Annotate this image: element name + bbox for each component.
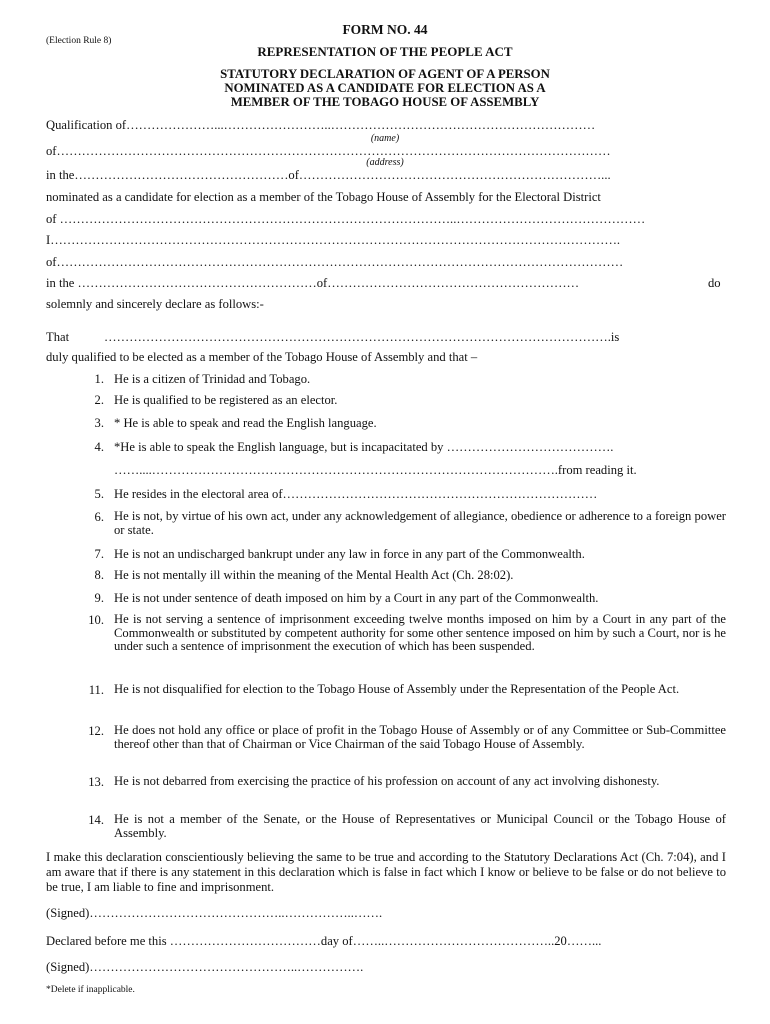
name-caption: (name)	[370, 133, 400, 144]
election-rule: (Election Rule 8)	[46, 36, 112, 46]
solemnly-text: solemnly and sincerely declare as follows:-	[46, 297, 264, 311]
item-1-text: He is a citizen of Trinidad and Tobago.	[114, 372, 311, 386]
item-5-number: 5.	[94, 487, 104, 501]
form-title-line-1: STATUTORY DECLARATION OF AGENT OF A PERSON	[220, 67, 550, 81]
in-the-line: in the……………………………………………of………………………………………………………………...	[46, 168, 611, 182]
item-14-text: He is not a member of the Senate, or the House of Representatives or Municipal Council or the Tobago House of Assembly.	[114, 812, 726, 840]
item-6-number: 6.	[94, 510, 104, 524]
address-of-line: of……………………………………………………………………………………………………………………	[46, 144, 611, 158]
qualification-line: Qualification of…………………...……………………..………………………………………………………	[46, 118, 596, 132]
item-13-text: He is not debarred from exercising the practice of his profession on account of any act involving dishonesty.	[114, 774, 660, 788]
item-2-number: 2.	[94, 393, 104, 407]
item-1-number: 1.	[94, 372, 104, 386]
that-label: That	[46, 330, 70, 344]
candidate-name-line: ………………………………………………………………………………………………………….is	[104, 330, 620, 344]
address-caption: (address)	[366, 157, 404, 168]
closing-declaration: I make this declaration conscientiously believing the same to be true and according to the Statutory Declarations Act (Ch. 7:04), and I am aware that if there is any statement in this declaration which is false in fact which I know or believe to be false or do not believe to be true, I am liable to fine and imprisonment.	[46, 850, 726, 894]
item-7-number: 7.	[94, 547, 104, 561]
duly-qualified-text: duly qualified to be elected as a member of the Tobago House of Assembly and that –	[46, 350, 478, 364]
item-4-text: *He is able to speak the English language, but is incapacitated by ………………………………….	[114, 440, 614, 454]
item-5-text: He resides in the electoral area of…………………………………………………………………	[114, 487, 598, 501]
item-8-number: 8.	[94, 568, 104, 582]
item-10-text: He is not serving a sentence of imprisonment exceeding twelve months imposed on him by a Court in any part of the Commonwealth or substituted by competent authority for some other sentence imposed on him by such a Court, nor is he under such a sentence of imprisonment the execution of which has been suspended.	[114, 612, 726, 654]
nominated-text: nominated as a candidate for election as a member of the Tobago House of Assembly for the Electoral District	[46, 190, 601, 204]
item-14-number: 14.	[88, 813, 104, 827]
item-12-number: 12.	[88, 724, 104, 738]
declarant-in-the-line: in the …………………………………………………of……………………………………………………	[46, 276, 580, 290]
district-line: of …………………………………………………………………………………..………………………………………	[46, 212, 646, 226]
item-9-text: He is not under sentence of death imposed on him by a Court in any part of the Commonwealth.	[114, 591, 599, 605]
form-number: FORM NO. 44	[342, 22, 428, 37]
declared-before-line: Declared before me this ………………………………day of……..…………………………………..20……...	[46, 934, 602, 948]
item-7-text: He is not an undischarged bankrupt under any law in force in any part of the Commonwealth.	[114, 547, 585, 561]
declarant-name-line: I……………………………………………………………………………………………………………………….	[46, 233, 621, 247]
item-4-number: 4.	[94, 440, 104, 454]
do-text: do	[708, 276, 721, 290]
form-title-line-2: NOMINATED AS A CANDIDATE FOR ELECTION AS A	[224, 81, 546, 95]
declarant-address-line: of………………………………………………………………………………………………………………………	[46, 255, 624, 269]
item-8-text: He is not mentally ill within the meaning of the Mental Health Act (Ch. 28:02).	[114, 568, 514, 582]
item-3-text: * He is able to speak and read the English language.	[114, 416, 377, 430]
item-9-number: 9.	[94, 591, 104, 605]
item-12-text: He does not hold any office or place of profit in the Tobago House of Assembly or of any Committee or Sub-Committee thereof other than that of Chairman or Vice Chairman of the said Tobago House of Assembly.	[114, 723, 726, 751]
footnote: *Delete if inapplicable.	[46, 985, 135, 995]
item-4-continuation: ……....…………………………………………………………………………………….from reading it.	[114, 463, 637, 477]
act-title: REPRESENTATION OF THE PEOPLE ACT	[257, 44, 513, 59]
form-title-line-3: MEMBER OF THE TOBAGO HOUSE OF ASSEMBLY	[230, 95, 540, 109]
item-11-text: He is not disqualified for election to the Tobago House of Assembly under the Representation of the People Act.	[114, 682, 680, 696]
item-2-text: He is qualified to be registered as an elector.	[114, 393, 338, 407]
item-3-number: 3.	[94, 416, 104, 430]
signed-line-1: (Signed)………………………………………..……………..…….	[46, 906, 383, 920]
item-6-text: He is not, by virtue of his own act, under any acknowledgement of allegiance, obedience or adherence to a foreign power or state.	[114, 509, 726, 537]
signed-line-2: (Signed)…………………………………………..…………….	[46, 960, 364, 974]
item-13-number: 13.	[88, 775, 104, 789]
item-11-number: 11.	[88, 683, 104, 697]
item-10-number: 10.	[88, 613, 104, 627]
